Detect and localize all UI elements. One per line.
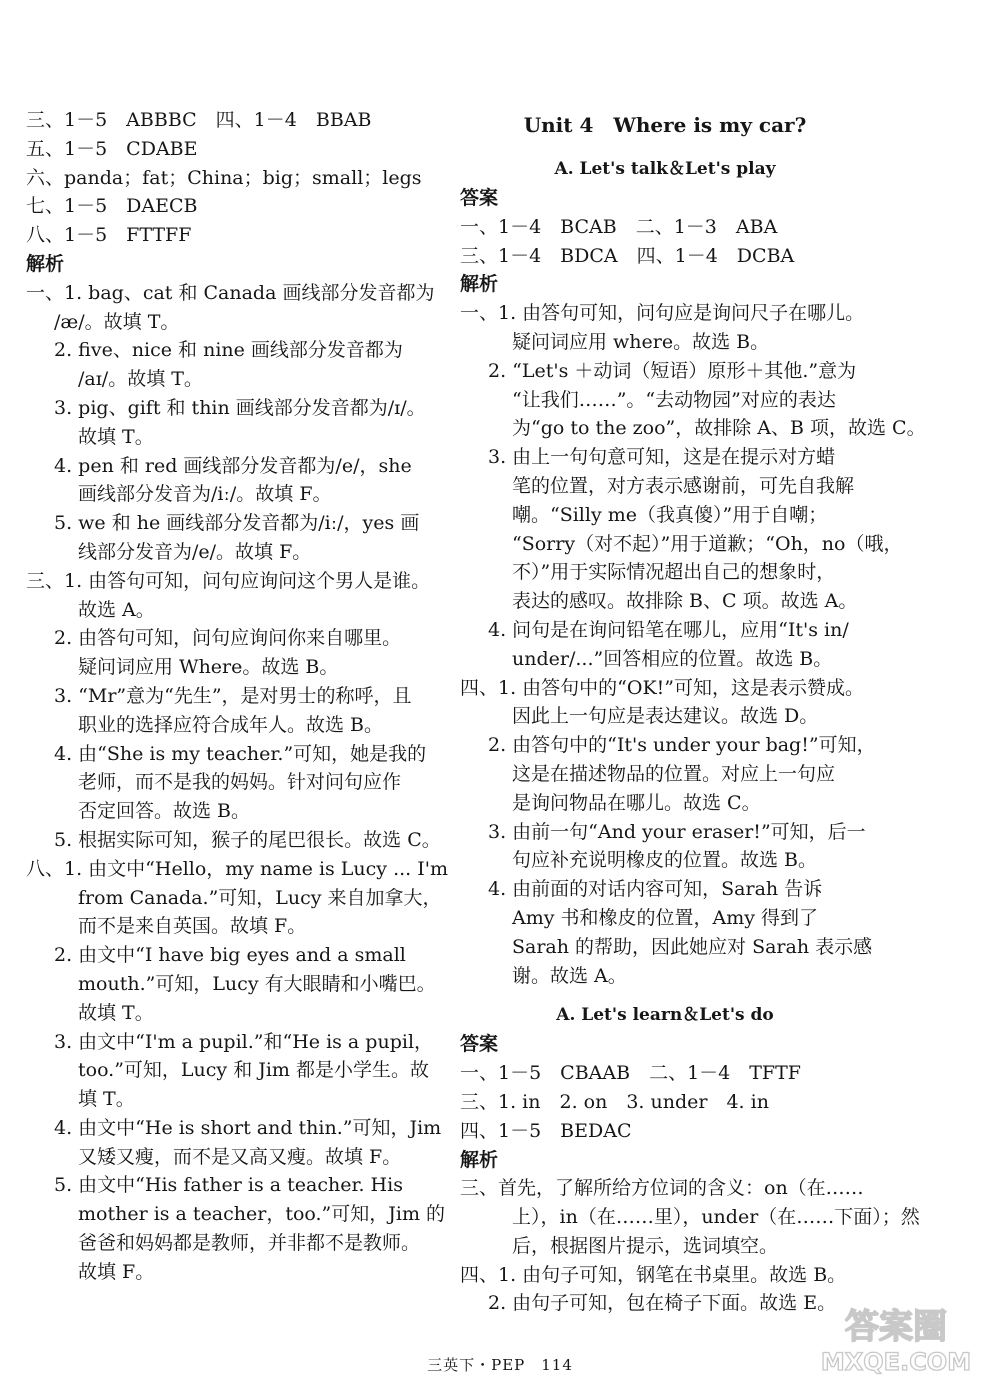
section-heading: 答案 <box>460 1033 499 1056</box>
right-text-line: 3. 由前一句“And your eraser!”可知，后一 <box>488 820 866 843</box>
lesson-title: A. Let's learn＆Let's do <box>556 1005 774 1026</box>
left-text-line: 六、panda；fat；China；big；small；legs <box>26 166 422 189</box>
left-text-line: 2. 由文中“I have big eyes and a small <box>54 944 406 967</box>
section-heading: 解析 <box>460 1148 499 1171</box>
right-text-line: 嘲。“Silly me（我真傻）”用于自嘲； <box>512 503 828 526</box>
right-text-line: 三、1. in 2. on 3. under 4. in <box>460 1090 769 1113</box>
section-heading: 解析 <box>460 273 499 296</box>
right-text-line: 四、1. 由答句中的“OK!”可知，这是表示赞成。 <box>460 676 865 699</box>
right-text-line: 笔的位置，对方表示感谢前，可先自我解 <box>512 474 855 497</box>
left-text-line: 3. 由文中“I'm a pupil.”和“He is a pupil， <box>54 1030 434 1053</box>
right-text-line: 是询问物品在哪儿。故选 C。 <box>512 791 761 814</box>
right-text-line: 疑问词应用 where。故选 B。 <box>512 330 770 353</box>
left-text-line: 4. 由文中“He is short and thin.”可知，Jim <box>54 1116 442 1139</box>
left-text-line: mouth.”可知，Lucy 有大眼睛和小嘴巴。 <box>78 972 436 995</box>
page-footer: 三英下・PEP 114 <box>427 1356 573 1374</box>
unit-title: Unit 4 Where is my car? <box>523 113 807 137</box>
right-text-line: 这是在描述物品的位置。对应上一句应 <box>512 762 836 785</box>
right-text-line: 一、1－5 CBAAB 二、1－4 TFTF <box>460 1062 801 1085</box>
right-text-line: under/...”回答相应的位置。故选 B。 <box>512 647 833 670</box>
left-text-line: 3. pig、gift 和 thin 画线部分发音都为/ɪ/。 <box>54 396 426 419</box>
right-text-line: 一、1－4 BCAB 二、1－3 ABA <box>460 215 778 238</box>
right-text-line: Amy 书和橡皮的位置，Amy 得到了 <box>512 906 819 929</box>
right-text-line: 不）”用于实际情况超出自己的想象时， <box>512 561 836 584</box>
left-text-line: 5. 根据实际可知，猴子的尾巴很长。故选 C。 <box>54 828 441 851</box>
watermark-url: MXQE.COM <box>820 1348 972 1376</box>
left-text-line: too.”可知，Lucy 和 Jim 都是小学生。故 <box>78 1059 429 1082</box>
right-text-line: 表达的感叹。故排除 B、C 项。故选 A。 <box>512 590 858 613</box>
left-text-line: mother is a teacher，too.”可知，Jim 的 <box>78 1203 446 1226</box>
section-heading: 答案 <box>460 187 499 209</box>
section-heading: 解析 <box>26 252 65 275</box>
right-text-line: 4. 由前面的对话内容可知，Sarah 告诉 <box>488 878 823 901</box>
left-text-line: 职业的选择应符合成年人。故选 B。 <box>78 713 384 736</box>
right-text-line: 句应补充说明橡皮的位置。故选 B。 <box>512 849 818 872</box>
left-column <box>26 106 448 1287</box>
right-text-line: 后，根据图片提示，选词填空。 <box>512 1234 779 1257</box>
right-text-line: 一、1. 由答句可知，问句应是询问尺子在哪儿。 <box>460 302 865 325</box>
lesson-title: A. Let's talk＆Let's play <box>554 159 776 179</box>
left-text-line: 又矮又瘦，而不是又高又瘦。故填 F。 <box>78 1145 402 1168</box>
watermark-logo <box>808 1298 984 1376</box>
left-text-line: 爸爸和妈妈都是教师，并非都不是教师。 <box>78 1232 421 1255</box>
right-text-line: “让我们……”。“去动物园”对应的表达 <box>512 388 836 411</box>
right-text-line: 上），in（在……里），under（在……下面）；然 <box>512 1206 920 1229</box>
right-text-line: 谢。故选 A。 <box>512 964 627 987</box>
right-text-line: “Sorry（对不起）”用于道歉；“Oh，no（哦， <box>512 532 903 555</box>
left-text-line: 4. 由“She is my teacher.”可知，她是我的 <box>54 742 427 765</box>
left-text-line: 5. we 和 he 画线部分发音都为/iː/，yes 画 <box>54 512 420 535</box>
right-column <box>460 106 926 1318</box>
left-text-line: 七、1－5 DAECB <box>26 195 198 218</box>
left-text-line: 三、1－5 ABBBC 四、1－4 BBAB <box>26 109 372 131</box>
left-text-line: 五、1－5 CDABE <box>26 137 198 160</box>
watermark-title: 答案圈 <box>845 1307 947 1347</box>
right-text-line: 三、1－4 BDCA 四、1－4 DCBA <box>460 244 795 267</box>
left-text-line: 八、1. 由文中“Hello，my name is Lucy ... I'm <box>26 857 448 880</box>
left-text-line: 八、1－5 FTTFF <box>26 224 192 247</box>
right-text-line: 2. “Let's ＋动词（短语）原形＋其他.”意为 <box>488 359 857 382</box>
left-text-line: 故填 F。 <box>78 1260 155 1283</box>
left-text-line: 2. 由答句可知，问句应询问你来自哪里。 <box>54 627 402 650</box>
left-text-line: 一、1. bag、cat 和 Canada 画线部分发音都为 <box>26 281 435 304</box>
right-text-line: 2. 由答句中的“It's under your bag!”可知， <box>488 734 876 757</box>
left-text-line: 填 T。 <box>78 1088 135 1111</box>
left-text-line: 2. five、nice 和 nine 画线部分发音都为 <box>54 339 403 362</box>
right-text-line: 四、1－5 BEDAC <box>460 1119 632 1142</box>
left-text-line: 疑问词应用 Where。故选 B。 <box>78 656 339 679</box>
left-text-line: 画线部分发音为/iː/。故填 F。 <box>78 483 332 506</box>
left-text-line: 故填 T。 <box>78 1001 154 1024</box>
right-text-line: 3. 由上一句句意可知，这是在提示对方蜡 <box>488 446 836 469</box>
right-text-line: 为“go to the zoo”，故排除 A、B 项，故选 C。 <box>512 417 926 440</box>
left-text-line: /æ/。故填 T。 <box>54 310 180 333</box>
left-text-line: /aɪ/。故填 T。 <box>78 368 203 391</box>
right-text-line: 四、1. 由句子可知，钢笔在书桌里。故选 B。 <box>460 1263 847 1286</box>
right-text-line: 4. 问句是在询问铅笔在哪儿，应用“It's in/ <box>488 618 849 641</box>
left-text-line: 3. “Mr”意为“先生”，是对男士的称呼，且 <box>54 684 412 707</box>
right-text-line: 因此上一句应是表达建议。故选 D。 <box>512 705 819 728</box>
right-text-line: 三、首先，了解所给方位词的含义：on（在…… <box>460 1177 864 1200</box>
left-text-line: 5. 由文中“His father is a teacher. His <box>54 1174 403 1197</box>
left-text-line: 否定回答。故选 B。 <box>78 800 251 823</box>
section-gap <box>460 990 870 1000</box>
left-text-line: 而不是来自英国。故填 F。 <box>78 915 307 938</box>
right-text-line: Sarah 的帮助，因此她应对 Sarah 表示感 <box>512 935 873 958</box>
left-text-line: 4. pen 和 red 画线部分发音都为/e/，she <box>54 454 412 477</box>
left-text-line: 故选 A。 <box>78 598 155 621</box>
left-text-line: 故填 T。 <box>78 425 154 448</box>
left-text-line: 老师，而不是我的妈妈。针对问句应作 <box>78 771 402 794</box>
section-gap <box>460 144 870 154</box>
left-text-line: 线部分发音为/e/。故填 F。 <box>78 540 312 563</box>
right-text-line: 2. 由句子可知，包在椅子下面。故选 E。 <box>488 1292 837 1315</box>
left-text-line: 三、1. 由答句可知，问句应询问这个男人是谁。 <box>26 569 431 592</box>
left-text-line: from Canada.”可知，Lucy 来自加拿大， <box>78 886 442 909</box>
